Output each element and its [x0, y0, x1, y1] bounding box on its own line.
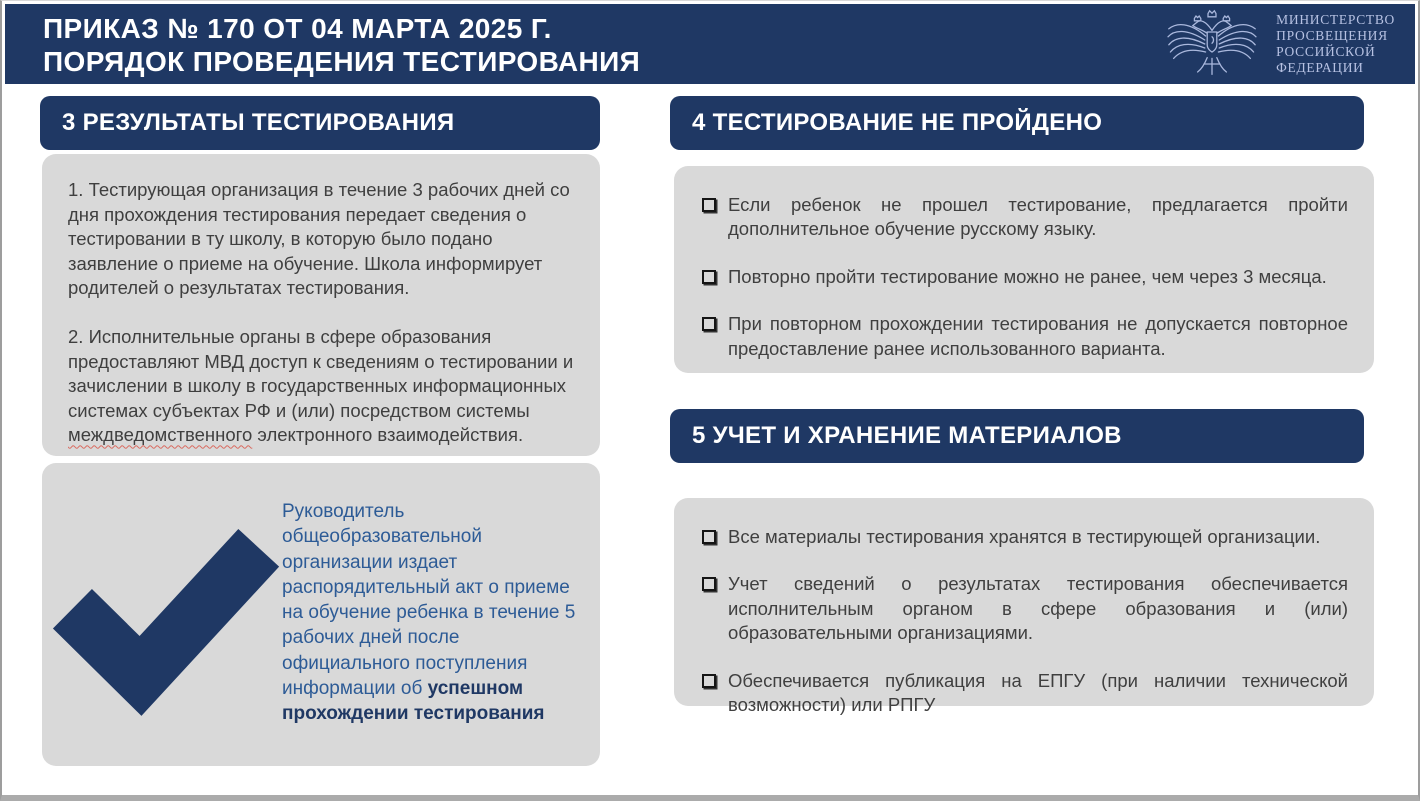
bullet-item — [700, 525, 1348, 549]
ministry-name-line3: РОССИЙСКОЙ — [1276, 44, 1376, 59]
square-bullet-icon — [702, 198, 716, 212]
bullet-text: Все материалы тестирования хранятся в тестирующей организации. — [728, 526, 1321, 547]
bullet-text: Обеспечивается публикация на ЕПГУ (при наличии технической возможности) или РПГУ — [728, 669, 1348, 716]
bullet-item — [700, 572, 1348, 645]
results-paragraph-2-text: 2. Исполнительные органы в сфере образования предоставляют МВД доступ к сведениям о тестировании и зачислении в школу в государственных информационных системах субъектах РФ и (или) посредством системы — [68, 325, 574, 421]
storage-box — [674, 498, 1374, 716]
bullet-item — [700, 669, 1348, 718]
ministry-name-line2: ПРОСВЕЩЕНИЯ — [1276, 28, 1388, 43]
slide-title-line2: ПОРЯДОК ПРОВЕДЕНИЯ ТЕСТИРОВАНИЯ — [43, 46, 641, 77]
ministry-name-line1: МИНИСТЕРСТВО — [1276, 12, 1395, 27]
section-5-header — [670, 409, 1364, 463]
slide-title — [43, 12, 640, 78]
section-4-title: 4 ТЕСТИРОВАНИЕ НЕ ПРОЙДЕНО — [692, 109, 1103, 136]
ministry-logo — [1156, 7, 1401, 81]
section-5-title: 5 УЧЕТ И ХРАНЕНИЕ МАТЕРИАЛОВ — [692, 422, 1122, 449]
header-bar — [5, 4, 1415, 84]
results-paragraph-2-tail: электронного взаимодействия. — [252, 424, 524, 446]
ministry-name — [1276, 12, 1401, 76]
spellcheck-flagged-word: междведомственного — [68, 424, 253, 446]
bullet-text: Повторно пройти тестирование можно не ранее, чем через 3 месяца. — [728, 265, 1327, 287]
square-bullet-icon — [702, 317, 716, 331]
slide-title-line1: ПРИКАЗ № 170 ОТ 04 МАРТА 2025 Г. — [43, 13, 552, 44]
square-bullet-icon — [702, 577, 716, 591]
section-3-title: 3 РЕЗУЛЬТАТЫ ТЕСТИРОВАНИЯ — [62, 109, 455, 136]
note-text-bold: успешном прохождении тестирования — [282, 677, 545, 725]
checkmark-note-text — [282, 463, 600, 766]
bullet-item — [700, 193, 1348, 242]
not-passed-box — [674, 166, 1374, 373]
section-3-header — [40, 96, 600, 150]
bullet-item — [700, 265, 1348, 289]
results-paragraph-2 — [68, 325, 574, 448]
checkmark-icon — [42, 463, 282, 766]
bullet-item — [700, 312, 1348, 361]
bullet-text: При повторном прохождении тестирования не допускается повторное предоставление ранее использованного варианта. — [728, 313, 1348, 359]
ministry-name-line4: ФЕДЕРАЦИИ — [1276, 60, 1364, 75]
square-bullet-icon — [702, 530, 716, 544]
square-bullet-icon — [702, 674, 716, 688]
square-bullet-icon — [702, 270, 716, 284]
note-text-regular: Руководитель общеобразовательной организации издает распорядительный акт о приеме на обучение ребенка в течение 5 рабочих дней после официального поступления информации об — [282, 501, 576, 699]
checkmark-note-box — [42, 463, 600, 766]
results-text-box — [42, 154, 600, 456]
bullet-text: Учет сведений о результатах тестирования обеспечивается исполнительным органом в сфере образования и (или) образовательными организациями. — [728, 573, 1348, 644]
double-headed-eagle-icon — [1156, 8, 1268, 80]
results-paragraph-1: 1. Тестирующая организация в течение 3 рабочих дней со дня прохождения тестирования передает сведения о тестировании в ту школу, в которую было подано заявление о приеме на обучение. Школа информирует родителей о результатах тестирования. — [68, 179, 570, 299]
section-4-header — [670, 96, 1364, 150]
bullet-text: Если ребенок не прошел тестирование, предлагается пройти дополнительное обучение русскому языку. — [728, 194, 1348, 240]
